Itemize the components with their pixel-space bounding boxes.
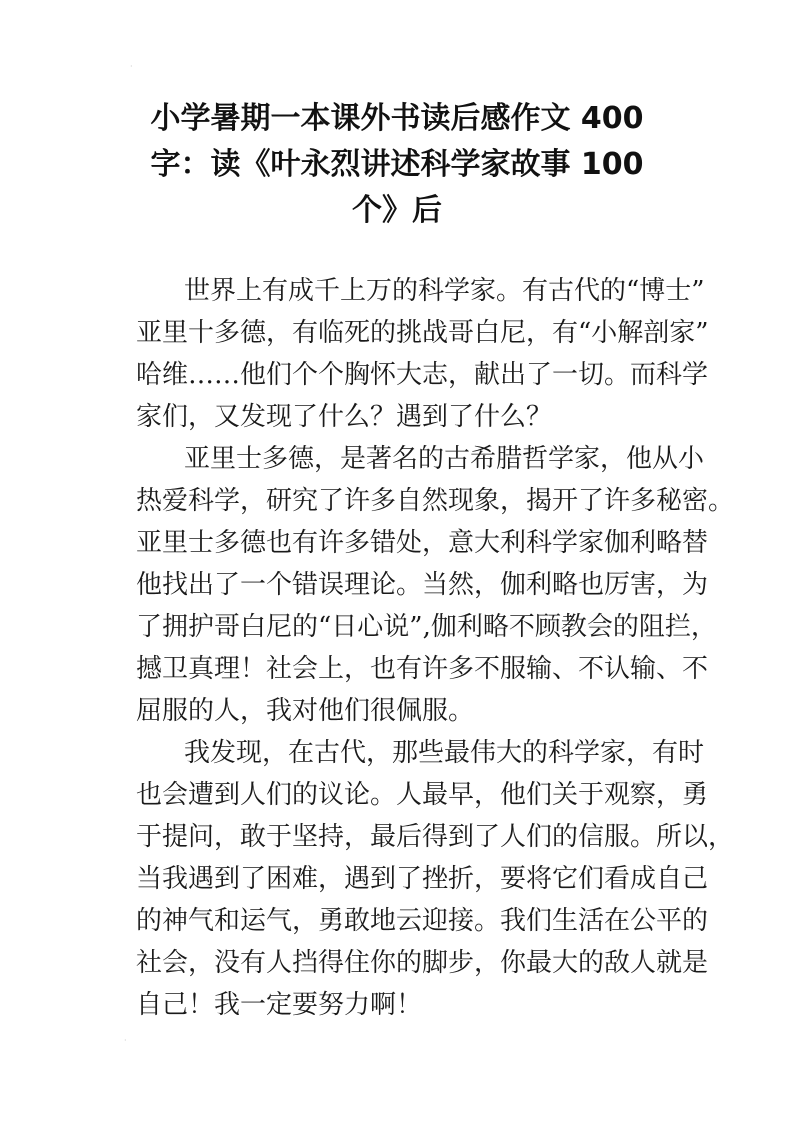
text-line: 哈维……他们个个胸怀大志，献出了一切。而科学 (136, 360, 709, 390)
text-line: 我发现，在古代，那些最伟大的科学家，有时 (184, 738, 705, 768)
text-line: 也会遭到人们的议论。人最早，他们关于观察，勇 (136, 780, 709, 810)
title-line: 个》后 (352, 193, 442, 228)
paragraph-3 (136, 732, 735, 1026)
text-line: 撼卫真理！社会上，也有许多不服输、不认输、不 (136, 654, 709, 684)
paragraph-1 (136, 270, 709, 438)
corner-mark-bottom: · (124, 1036, 127, 1045)
text-line: 屈服的人，我对他们很佩服。 (136, 696, 475, 726)
text-line: 亚里士多德，是著名的古希腊哲学家，他从小 (184, 444, 705, 474)
text-line: 于提问，敢于坚持，最后得到了人们的信服。所以， (136, 822, 735, 852)
text-line: 的神气和运气，勇敢地云迎接。我们生活在公平的 (136, 906, 709, 936)
paragraph-2 (136, 438, 735, 732)
text-line: 他找出了一个错误理论。当然，伽利略也厉害，为 (136, 570, 709, 600)
title-line: 字：读《叶永烈讲述科学家故事 100 (150, 147, 644, 182)
document-body (136, 270, 735, 1026)
text-line: 热爱科学，研究了许多自然现象，揭开了许多秘密。 (136, 486, 735, 516)
corner-mark-top: · (130, 62, 133, 71)
document-title (120, 96, 674, 234)
text-line: 家们，又发现了什么？遇到了什么？ (136, 402, 553, 432)
text-line: 自己！我一定要努力啊！ (136, 990, 423, 1020)
text-line: 了拥护哥白尼的“日心说”,伽利略不顾教会的阻拦， (136, 612, 717, 642)
text-line: 社会，没有人挡得住你的脚步，你最大的敌人就是 (136, 948, 709, 978)
text-line: 当我遇到了困难，遇到了挫折，要将它们看成自己 (136, 864, 709, 894)
text-line: 世界上有成千上万的科学家。有古代的“博士” (184, 276, 705, 306)
title-line: 小学暑期一本课外书读后感作文 400 (150, 101, 644, 136)
text-line: 亚里士多德也有许多错处，意大利科学家伽利略替 (136, 528, 709, 558)
text-line: 亚里十多德，有临死的挑战哥白尼，有“小解剖家” (136, 318, 709, 348)
